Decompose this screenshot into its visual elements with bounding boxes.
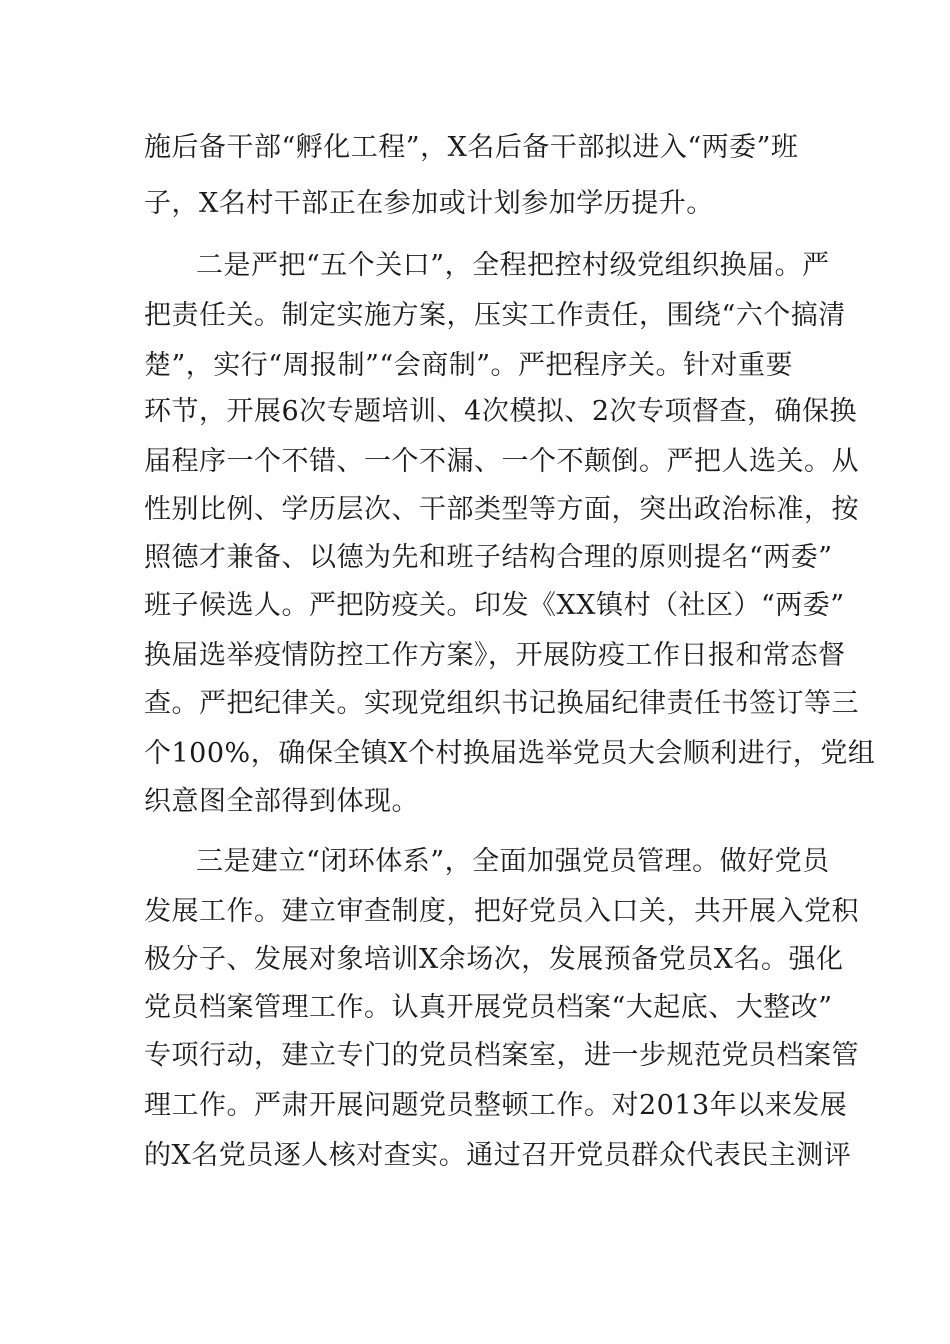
text-line: 党员档案管理工作。认真开展党员档案“大起底、大整改” <box>144 992 833 1023</box>
text-line: 专项行动，建立专门的党员档案室，进一步规范党员档案管 <box>144 1040 859 1071</box>
paragraph-start: 二是严把“五个关口”，全程把控村级党组织换届。严 <box>196 250 830 281</box>
text-line: 照德才兼备、以德为先和班子结构合理的原则提名“两委” <box>144 542 833 573</box>
paragraph-start: 三是建立“闭环体系”，全面加强党员管理。做好党员 <box>196 846 830 877</box>
text-line: 楚”，实行“周报制”“会商制”。严把程序关。针对重要 <box>144 350 794 381</box>
text-line: 子，X名村干部正在参加或计划参加学历提升。 <box>144 188 714 219</box>
text-line: 查。严把纪律关。实现党组织书记换届纪律责任书签订等三 <box>144 688 859 719</box>
text-line: 理工作。严肃开展问题党员整顿工作。对2013年以来发展 <box>144 1090 848 1121</box>
text-line: 的X名党员逐人核对查实。通过召开党员群众代表民主测评 <box>144 1140 852 1171</box>
text-line: 换届选举疫情防控工作方案》，开展防疫工作日报和常态督 <box>144 640 846 671</box>
text-line: 个100%，确保全镇X个村换届选举党员大会顺利进行，党组 <box>144 738 876 769</box>
text-line: 织意图全部得到体现。 <box>144 786 419 817</box>
text-line: 环节，开展6次专题培训、4次模拟、2次专项督查，确保换 <box>144 396 858 427</box>
text-line: 施后备干部“孵化工程”，X名后备干部拟进入“两委”班 <box>144 132 799 163</box>
text-line: 极分子、发展对象培训X余场次，发展预备党员X名。强化 <box>144 944 844 975</box>
text-line: 发展工作。建立审查制度，把好党员入口关，共开展入党积 <box>144 896 859 927</box>
text-line: 性别比例、学历层次、干部类型等方面，突出政治标准，按 <box>144 494 859 525</box>
text-line: 届程序一个不错、一个不漏、一个不颠倒。严把人选关。从 <box>144 446 859 477</box>
text-line: 班子候选人。严把防疫关。印发《XX镇村（社区）“两委” <box>144 590 845 621</box>
text-line: 把责任关。制定实施方案，压实工作责任，围绕“六个搞清 <box>144 300 846 331</box>
